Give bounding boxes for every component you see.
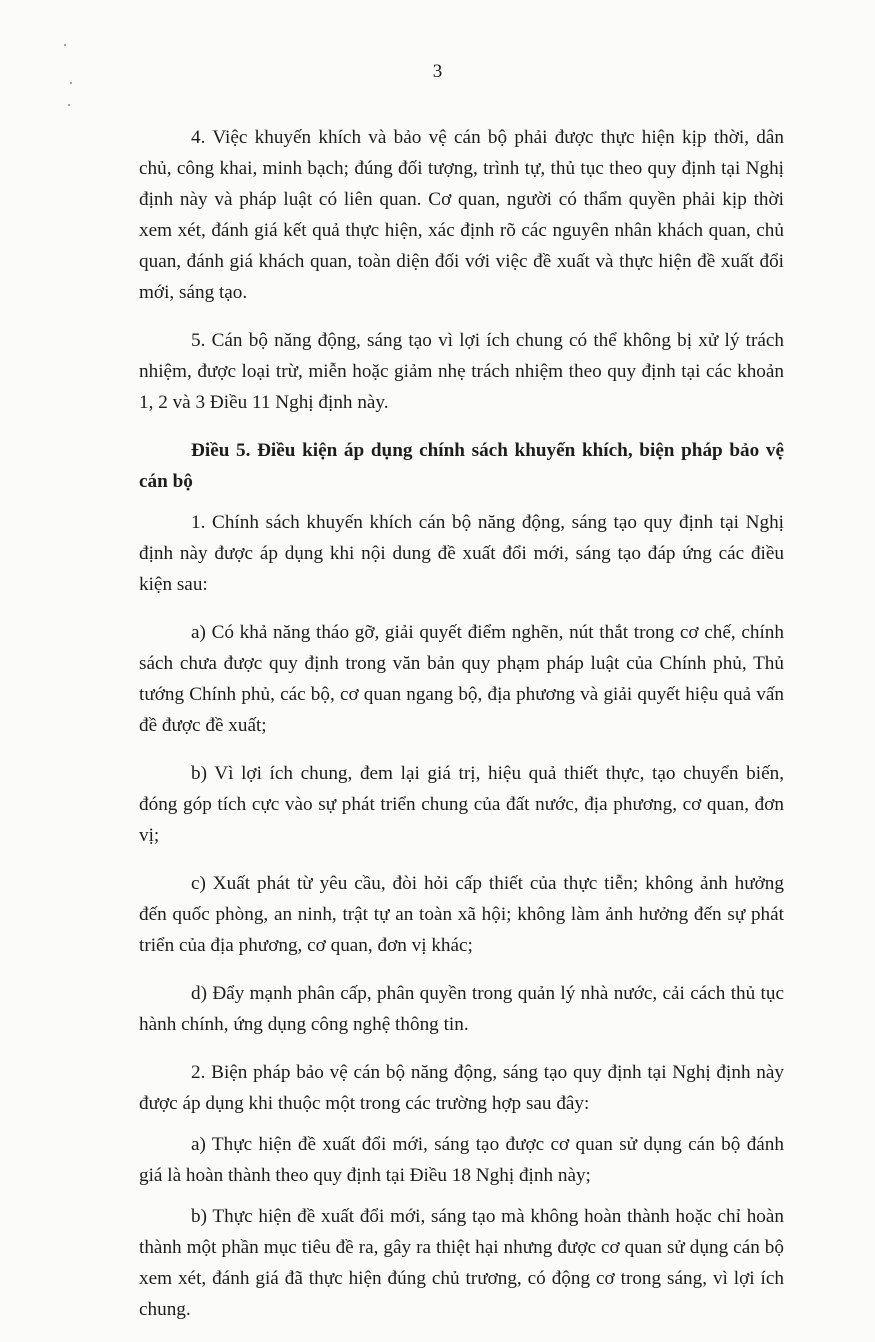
scan-speck [64, 44, 66, 46]
paragraph-clause-2-item-b: b) Thực hiện đề xuất đổi mới, sáng tạo mà không hoàn thành hoặc chỉ hoàn thành một phần mục tiêu đề ra, gây ra thiệt hại nhưng được cơ quan sử dụng cán bộ xem xét, đánh giá đã thực hiện đúng chủ trương, có động cơ trong sáng, vì lợi ích chung. [139, 1206, 784, 1320]
document-body [139, 122, 784, 1342]
paragraph-item-a: a) Có khả năng tháo gỡ, giải quyết điểm nghẽn, nút thắt trong cơ chế, chính sách chưa được quy định trong văn bản quy phạm pháp luật của Chính phủ, Thủ tướng Chính phủ, các bộ, cơ quan ngang bộ, địa phương và giải quyết hiệu quả vấn đề được đề xuất; [139, 622, 784, 736]
paragraph-item-d: d) Đẩy mạnh phân cấp, phân quyền trong quản lý nhà nước, cải cách thủ tục hành chính, ứng dụng công nghệ thông tin. [139, 983, 784, 1035]
paragraph-clause-4: 4. Việc khuyến khích và bảo vệ cán bộ phải được thực hiện kịp thời, dân chủ, công khai, minh bạch; đúng đối tượng, trình tự, thủ tục theo quy định tại Nghị định này và pháp luật có liên quan. Cơ quan, người có thẩm quyền phải kịp thời xem xét, đánh giá kết quả thực hiện, xác định rõ các nguyên nhân khách quan, chủ quan, đánh giá khách quan, toàn diện đối với việc đề xuất và thực hiện đề xuất đổi mới, sáng tạo. [139, 127, 784, 303]
article-5-heading: Điều 5. Điều kiện áp dụng chính sách khuyến khích, biện pháp bảo vệ cán bộ [139, 440, 784, 492]
scan-speck [68, 104, 70, 106]
paragraph-clause-2-item-a: a) Thực hiện đề xuất đổi mới, sáng tạo được cơ quan sử dụng cán bộ đánh giá là hoàn thành theo quy định tại Điều 18 Nghị định này; [139, 1134, 784, 1186]
paragraph-item-b: b) Vì lợi ích chung, đem lại giá trị, hiệu quả thiết thực, tạo chuyển biến, đóng góp tích cực vào sự phát triển chung của đất nước, địa phương, cơ quan, đơn vị; [139, 763, 784, 846]
paragraph-item-c: c) Xuất phát từ yêu cầu, đòi hỏi cấp thiết của thực tiễn; không ảnh hưởng đến quốc phòng, an ninh, trật tự an toàn xã hội; không làm ảnh hưởng đến sự phát triển của địa phương, cơ quan, đơn vị khác; [139, 873, 784, 956]
paragraph-article-5-clause-1: 1. Chính sách khuyến khích cán bộ năng động, sáng tạo quy định tại Nghị định này được áp dụng khi nội dung đề xuất đổi mới, sáng tạo đáp ứng các điều kiện sau: [139, 512, 784, 595]
page-number: 3 [432, 61, 443, 82]
paragraph-clause-5: 5. Cán bộ năng động, sáng tạo vì lợi ích chung có thể không bị xử lý trách nhiệm, được loại trừ, miễn hoặc giảm nhẹ trách nhiệm theo quy định tại các khoản 1, 2 và 3 Điều 11 Nghị định này. [139, 330, 784, 413]
paragraph-article-5-clause-2: 2. Biện pháp bảo vệ cán bộ năng động, sáng tạo quy định tại Nghị định này được áp dụng khi thuộc một trong các trường hợp sau đây: [139, 1062, 784, 1114]
